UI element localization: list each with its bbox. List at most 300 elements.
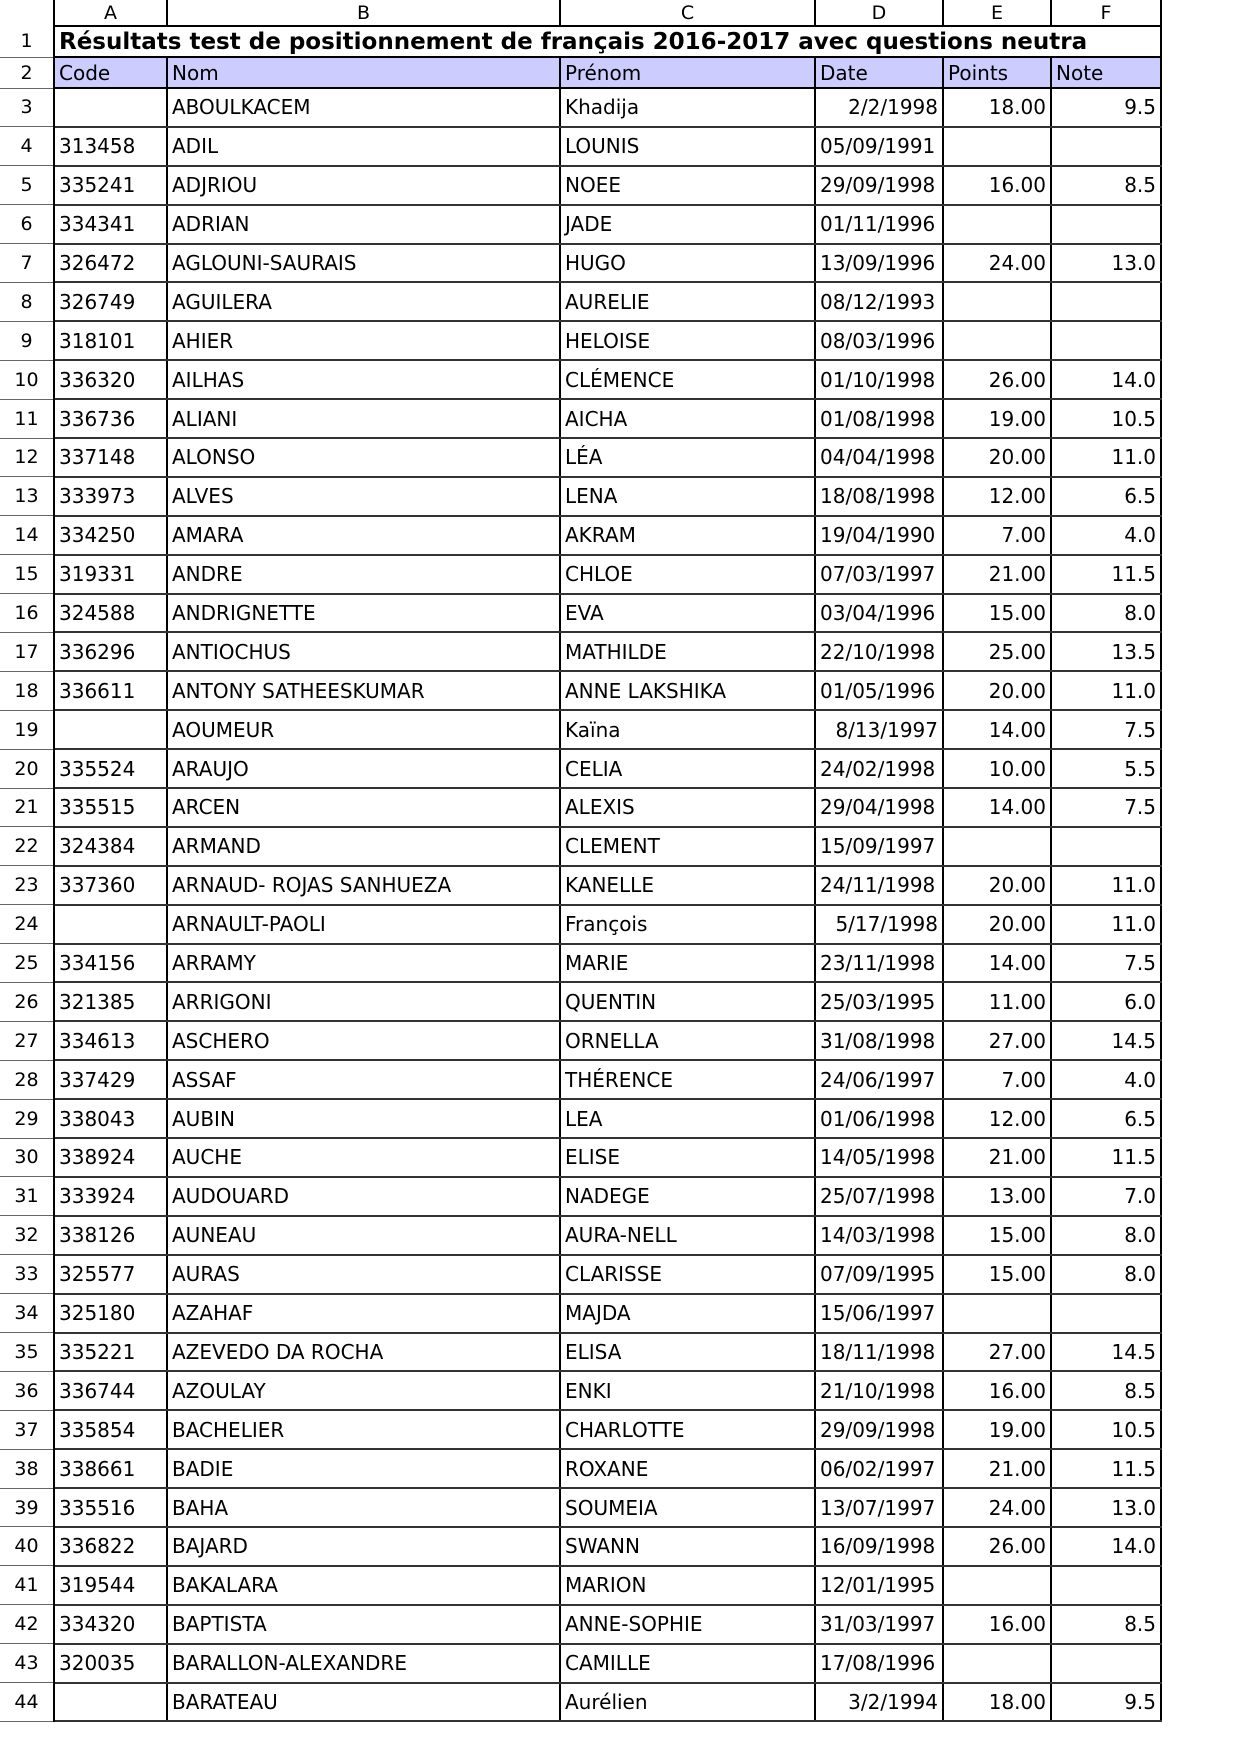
row-number[interactable]: 39 — [0, 1488, 54, 1527]
cell-note[interactable]: 13.0 — [1051, 1488, 1161, 1527]
cell-points[interactable]: 16.00 — [943, 1605, 1051, 1644]
cell-prenom[interactable]: CLÉMENCE — [560, 360, 815, 399]
cell-nom[interactable]: AILHAS — [167, 360, 560, 399]
cell-note[interactable] — [1051, 827, 1161, 866]
cell-note[interactable]: 8.0 — [1051, 1255, 1161, 1294]
row-number[interactable]: 17 — [0, 632, 54, 671]
header-code[interactable]: Code — [54, 57, 167, 88]
row-number[interactable]: 44 — [0, 1683, 54, 1722]
cell-note[interactable]: 13.0 — [1051, 244, 1161, 283]
cell-note[interactable]: 14.5 — [1051, 1333, 1161, 1372]
row-number[interactable]: 28 — [0, 1060, 54, 1099]
cell-date[interactable]: 06/02/1997 — [815, 1449, 943, 1488]
cell-prenom[interactable]: LOUNIS — [560, 127, 815, 166]
cell-points[interactable]: 19.00 — [943, 1410, 1051, 1449]
cell-note[interactable]: 9.5 — [1051, 88, 1161, 127]
cell-nom[interactable]: ABOULKACEM — [167, 88, 560, 127]
cell-date[interactable]: 23/11/1998 — [815, 944, 943, 983]
cell-points[interactable]: 20.00 — [943, 866, 1051, 905]
cell-prenom[interactable]: CELIA — [560, 749, 815, 788]
cell-prenom[interactable]: THÉRENCE — [560, 1060, 815, 1099]
cell-prenom[interactable]: ROXANE — [560, 1449, 815, 1488]
cell-nom[interactable]: ARNAULT-PAOLI — [167, 905, 560, 944]
cell-code[interactable]: 313458 — [54, 127, 167, 166]
cell-nom[interactable]: AOUMEUR — [167, 710, 560, 749]
cell-date[interactable]: 08/12/1993 — [815, 282, 943, 321]
cell-date[interactable]: 24/02/1998 — [815, 749, 943, 788]
cell-points[interactable]: 26.00 — [943, 1527, 1051, 1566]
header-prenom[interactable]: Prénom — [560, 57, 815, 88]
cell-points[interactable] — [943, 827, 1051, 866]
cell-note[interactable]: 11.5 — [1051, 1138, 1161, 1177]
cell-nom[interactable]: ANDRIGNETTE — [167, 594, 560, 633]
cell-date[interactable]: 07/03/1997 — [815, 555, 943, 594]
cell-date[interactable]: 22/10/1998 — [815, 632, 943, 671]
header-note[interactable]: Note — [1051, 57, 1161, 88]
cell-date[interactable]: 24/06/1997 — [815, 1060, 943, 1099]
cell-points[interactable]: 21.00 — [943, 1449, 1051, 1488]
row-number[interactable]: 24 — [0, 905, 54, 944]
cell-points[interactable]: 14.00 — [943, 788, 1051, 827]
cell-points[interactable]: 20.00 — [943, 905, 1051, 944]
cell-date[interactable]: 31/03/1997 — [815, 1605, 943, 1644]
row-number[interactable]: 35 — [0, 1333, 54, 1372]
cell-points[interactable]: 27.00 — [943, 1333, 1051, 1372]
row-number[interactable]: 8 — [0, 282, 54, 321]
cell-nom[interactable]: ANTIOCHUS — [167, 632, 560, 671]
cell-code[interactable]: 334320 — [54, 1605, 167, 1644]
cell-prenom[interactable]: AICHA — [560, 399, 815, 438]
row-number[interactable]: 12 — [0, 438, 54, 477]
cell-date[interactable]: 5/17/1998 — [815, 905, 943, 944]
cell-code[interactable]: 320035 — [54, 1644, 167, 1683]
row-number[interactable]: 34 — [0, 1294, 54, 1333]
cell-note[interactable]: 8.5 — [1051, 166, 1161, 205]
row-number[interactable]: 4 — [0, 127, 54, 166]
cell-date[interactable]: 01/11/1996 — [815, 205, 943, 244]
cell-prenom[interactable]: Kaïna — [560, 710, 815, 749]
cell-points[interactable]: 25.00 — [943, 632, 1051, 671]
cell-date[interactable]: 05/09/1991 — [815, 127, 943, 166]
cell-points[interactable]: 14.00 — [943, 944, 1051, 983]
cell-nom[interactable]: BAKALARA — [167, 1566, 560, 1605]
cell-points[interactable]: 24.00 — [943, 244, 1051, 283]
row-number[interactable]: 9 — [0, 321, 54, 360]
row-number[interactable]: 43 — [0, 1644, 54, 1683]
cell-code[interactable]: 338924 — [54, 1138, 167, 1177]
cell-note[interactable]: 11.0 — [1051, 671, 1161, 710]
cell-date[interactable]: 21/10/1998 — [815, 1371, 943, 1410]
cell-date[interactable]: 31/08/1998 — [815, 1021, 943, 1060]
cell-nom[interactable]: AZOULAY — [167, 1371, 560, 1410]
cell-nom[interactable]: ASSAF — [167, 1060, 560, 1099]
row-number[interactable]: 29 — [0, 1099, 54, 1138]
cell-code[interactable]: 324384 — [54, 827, 167, 866]
cell-date[interactable]: 29/09/1998 — [815, 166, 943, 205]
cell-code[interactable]: 336744 — [54, 1371, 167, 1410]
cell-note[interactable]: 4.0 — [1051, 1060, 1161, 1099]
cell-code[interactable]: 335516 — [54, 1488, 167, 1527]
cell-code[interactable] — [54, 1683, 167, 1722]
cell-points[interactable]: 14.00 — [943, 710, 1051, 749]
cell-code[interactable]: 337429 — [54, 1060, 167, 1099]
row-number[interactable]: 6 — [0, 205, 54, 244]
cell-prenom[interactable]: ENKI — [560, 1371, 815, 1410]
cell-points[interactable] — [943, 205, 1051, 244]
cell-note[interactable]: 14.5 — [1051, 1021, 1161, 1060]
cell-prenom[interactable]: CLEMENT — [560, 827, 815, 866]
cell-date[interactable]: 07/09/1995 — [815, 1255, 943, 1294]
row-number[interactable]: 26 — [0, 982, 54, 1021]
cell-code[interactable]: 335854 — [54, 1410, 167, 1449]
cell-prenom[interactable]: CLARISSE — [560, 1255, 815, 1294]
cell-code[interactable]: 333924 — [54, 1177, 167, 1216]
row-number[interactable]: 38 — [0, 1449, 54, 1488]
cell-date[interactable]: 13/07/1997 — [815, 1488, 943, 1527]
cell-nom[interactable]: BACHELIER — [167, 1410, 560, 1449]
cell-points[interactable] — [943, 1294, 1051, 1333]
cell-points[interactable]: 20.00 — [943, 438, 1051, 477]
cell-prenom[interactable]: MATHILDE — [560, 632, 815, 671]
cell-prenom[interactable]: MAJDA — [560, 1294, 815, 1333]
sheet-title[interactable]: Résultats test de positionnement de français 2016-2017 avec questions neutra — [54, 26, 1161, 57]
cell-date[interactable]: 13/09/1996 — [815, 244, 943, 283]
cell-note[interactable]: 14.0 — [1051, 1527, 1161, 1566]
cell-prenom[interactable]: KANELLE — [560, 866, 815, 905]
cell-nom[interactable]: AUDOUARD — [167, 1177, 560, 1216]
cell-date[interactable]: 18/11/1998 — [815, 1333, 943, 1372]
cell-note[interactable]: 9.5 — [1051, 1683, 1161, 1722]
row-number[interactable]: 25 — [0, 944, 54, 983]
cell-nom[interactable]: ADJRIOU — [167, 166, 560, 205]
row-number[interactable]: 20 — [0, 749, 54, 788]
cell-prenom[interactable]: MARIE — [560, 944, 815, 983]
cell-nom[interactable]: ADRIAN — [167, 205, 560, 244]
cell-code[interactable] — [54, 88, 167, 127]
cell-code[interactable]: 335524 — [54, 749, 167, 788]
cell-points[interactable] — [943, 127, 1051, 166]
cell-prenom[interactable]: QUENTIN — [560, 982, 815, 1021]
column-header-a[interactable]: A — [54, 0, 167, 26]
cell-prenom[interactable]: LÉA — [560, 438, 815, 477]
cell-note[interactable]: 8.0 — [1051, 594, 1161, 633]
cell-code[interactable]: 326472 — [54, 244, 167, 283]
cell-code[interactable] — [54, 710, 167, 749]
cell-prenom[interactable]: ANNE LAKSHIKA — [560, 671, 815, 710]
cell-date[interactable]: 01/10/1998 — [815, 360, 943, 399]
cell-date[interactable]: 24/11/1998 — [815, 866, 943, 905]
cell-points[interactable]: 21.00 — [943, 555, 1051, 594]
cell-prenom[interactable]: ELISA — [560, 1333, 815, 1372]
cell-code[interactable]: 334250 — [54, 516, 167, 555]
cell-date[interactable]: 04/04/1998 — [815, 438, 943, 477]
cell-code[interactable]: 336822 — [54, 1527, 167, 1566]
cell-note[interactable]: 7.5 — [1051, 788, 1161, 827]
cell-prenom[interactable]: NADEGE — [560, 1177, 815, 1216]
cell-code[interactable]: 335515 — [54, 788, 167, 827]
cell-note[interactable] — [1051, 1294, 1161, 1333]
cell-code[interactable]: 336320 — [54, 360, 167, 399]
cell-code[interactable]: 334156 — [54, 944, 167, 983]
cell-nom[interactable]: AMARA — [167, 516, 560, 555]
cell-date[interactable]: 3/2/1994 — [815, 1683, 943, 1722]
cell-code[interactable]: 333973 — [54, 477, 167, 516]
cell-nom[interactable]: ARMAND — [167, 827, 560, 866]
cell-note[interactable]: 14.0 — [1051, 360, 1161, 399]
cell-date[interactable]: 8/13/1997 — [815, 710, 943, 749]
row-number[interactable]: 37 — [0, 1410, 54, 1449]
row-number[interactable]: 32 — [0, 1216, 54, 1255]
row-number[interactable]: 1 — [0, 26, 54, 57]
cell-note[interactable]: 6.0 — [1051, 982, 1161, 1021]
cell-nom[interactable]: BARATEAU — [167, 1683, 560, 1722]
row-number[interactable]: 3 — [0, 88, 54, 127]
cell-points[interactable]: 16.00 — [943, 166, 1051, 205]
cell-prenom[interactable]: HELOISE — [560, 321, 815, 360]
cell-nom[interactable]: AUCHE — [167, 1138, 560, 1177]
cell-nom[interactable]: ALVES — [167, 477, 560, 516]
row-number[interactable]: 18 — [0, 671, 54, 710]
row-number[interactable]: 41 — [0, 1566, 54, 1605]
cell-code[interactable]: 335241 — [54, 166, 167, 205]
cell-note[interactable] — [1051, 282, 1161, 321]
row-number[interactable]: 13 — [0, 477, 54, 516]
cell-points[interactable]: 26.00 — [943, 360, 1051, 399]
row-number[interactable]: 42 — [0, 1605, 54, 1644]
cell-date[interactable]: 19/04/1990 — [815, 516, 943, 555]
cell-points[interactable]: 7.00 — [943, 1060, 1051, 1099]
cell-note[interactable]: 11.0 — [1051, 905, 1161, 944]
cell-date[interactable]: 01/05/1996 — [815, 671, 943, 710]
cell-code[interactable]: 338043 — [54, 1099, 167, 1138]
cell-note[interactable]: 10.5 — [1051, 1410, 1161, 1449]
cell-date[interactable]: 2/2/1998 — [815, 88, 943, 127]
cell-prenom[interactable]: LENA — [560, 477, 815, 516]
header-nom[interactable]: Nom — [167, 57, 560, 88]
cell-date[interactable]: 29/09/1998 — [815, 1410, 943, 1449]
cell-nom[interactable]: ANDRE — [167, 555, 560, 594]
cell-date[interactable]: 25/07/1998 — [815, 1177, 943, 1216]
cell-prenom[interactable]: LEA — [560, 1099, 815, 1138]
row-number[interactable]: 36 — [0, 1371, 54, 1410]
cell-prenom[interactable]: ELISE — [560, 1138, 815, 1177]
row-number[interactable]: 40 — [0, 1527, 54, 1566]
cell-prenom[interactable]: CAMILLE — [560, 1644, 815, 1683]
cell-nom[interactable]: ALIANI — [167, 399, 560, 438]
cell-nom[interactable]: ARCEN — [167, 788, 560, 827]
cell-prenom[interactable]: JADE — [560, 205, 815, 244]
cell-points[interactable]: 18.00 — [943, 88, 1051, 127]
column-header-e[interactable]: E — [943, 0, 1051, 26]
cell-note[interactable]: 4.0 — [1051, 516, 1161, 555]
cell-prenom[interactable]: AKRAM — [560, 516, 815, 555]
header-points[interactable]: Points — [943, 57, 1051, 88]
cell-date[interactable]: 01/06/1998 — [815, 1099, 943, 1138]
cell-nom[interactable]: AGLOUNI-SAURAIS — [167, 244, 560, 283]
cell-points[interactable]: 18.00 — [943, 1683, 1051, 1722]
cell-points[interactable]: 7.00 — [943, 516, 1051, 555]
row-number[interactable]: 21 — [0, 788, 54, 827]
cell-code[interactable]: 338661 — [54, 1449, 167, 1488]
cell-note[interactable]: 5.5 — [1051, 749, 1161, 788]
cell-note[interactable] — [1051, 1644, 1161, 1683]
cell-prenom[interactable]: Khadija — [560, 88, 815, 127]
cell-points[interactable] — [943, 321, 1051, 360]
row-number[interactable]: 31 — [0, 1177, 54, 1216]
cell-code[interactable] — [54, 905, 167, 944]
cell-points[interactable] — [943, 1644, 1051, 1683]
cell-code[interactable]: 319331 — [54, 555, 167, 594]
column-header-c[interactable]: C — [560, 0, 815, 26]
cell-note[interactable]: 7.0 — [1051, 1177, 1161, 1216]
cell-code[interactable]: 338126 — [54, 1216, 167, 1255]
cell-code[interactable]: 336736 — [54, 399, 167, 438]
cell-note[interactable] — [1051, 1566, 1161, 1605]
column-header-f[interactable]: F — [1051, 0, 1161, 26]
cell-nom[interactable]: BARALLON-ALEXANDRE — [167, 1644, 560, 1683]
cell-code[interactable]: 334613 — [54, 1021, 167, 1060]
cell-prenom[interactable]: François — [560, 905, 815, 944]
cell-points[interactable]: 11.00 — [943, 982, 1051, 1021]
cell-code[interactable]: 334341 — [54, 205, 167, 244]
cell-points[interactable]: 15.00 — [943, 1216, 1051, 1255]
cell-code[interactable]: 336611 — [54, 671, 167, 710]
cell-prenom[interactable]: AURELIE — [560, 282, 815, 321]
row-number[interactable]: 10 — [0, 360, 54, 399]
cell-note[interactable]: 7.5 — [1051, 710, 1161, 749]
cell-date[interactable]: 18/08/1998 — [815, 477, 943, 516]
cell-note[interactable]: 7.5 — [1051, 944, 1161, 983]
row-number[interactable]: 5 — [0, 166, 54, 205]
cell-nom[interactable]: ASCHERO — [167, 1021, 560, 1060]
row-number[interactable]: 30 — [0, 1138, 54, 1177]
cell-prenom[interactable]: EVA — [560, 594, 815, 633]
cell-note[interactable]: 8.0 — [1051, 1216, 1161, 1255]
cell-points[interactable]: 21.00 — [943, 1138, 1051, 1177]
row-number[interactable]: 16 — [0, 594, 54, 633]
cell-points[interactable]: 20.00 — [943, 671, 1051, 710]
cell-prenom[interactable]: ANNE-SOPHIE — [560, 1605, 815, 1644]
cell-nom[interactable]: AHIER — [167, 321, 560, 360]
row-number[interactable]: 22 — [0, 827, 54, 866]
cell-nom[interactable]: ARRAMY — [167, 944, 560, 983]
cell-points[interactable]: 12.00 — [943, 477, 1051, 516]
cell-prenom[interactable]: CHLOE — [560, 555, 815, 594]
cell-nom[interactable]: BAJARD — [167, 1527, 560, 1566]
cell-code[interactable]: 324588 — [54, 594, 167, 633]
row-number[interactable]: 11 — [0, 399, 54, 438]
cell-code[interactable]: 321385 — [54, 982, 167, 1021]
row-number[interactable]: 2 — [0, 57, 54, 88]
cell-code[interactable]: 325180 — [54, 1294, 167, 1333]
row-number[interactable]: 19 — [0, 710, 54, 749]
cell-code[interactable]: 337360 — [54, 866, 167, 905]
cell-date[interactable]: 12/01/1995 — [815, 1566, 943, 1605]
cell-date[interactable]: 25/03/1995 — [815, 982, 943, 1021]
cell-prenom[interactable]: AURA-NELL — [560, 1216, 815, 1255]
cell-note[interactable]: 11.0 — [1051, 438, 1161, 477]
cell-prenom[interactable]: ORNELLA — [560, 1021, 815, 1060]
cell-prenom[interactable]: MARION — [560, 1566, 815, 1605]
cell-points[interactable]: 10.00 — [943, 749, 1051, 788]
cell-nom[interactable]: ARRIGONI — [167, 982, 560, 1021]
cell-date[interactable]: 14/03/1998 — [815, 1216, 943, 1255]
cell-prenom[interactable]: SOUMEIA — [560, 1488, 815, 1527]
column-header-b[interactable]: B — [167, 0, 560, 26]
cell-nom[interactable]: AURAS — [167, 1255, 560, 1294]
row-number[interactable]: 27 — [0, 1021, 54, 1060]
cell-note[interactable]: 6.5 — [1051, 1099, 1161, 1138]
cell-note[interactable]: 8.5 — [1051, 1605, 1161, 1644]
row-number[interactable]: 14 — [0, 516, 54, 555]
cell-prenom[interactable]: ALEXIS — [560, 788, 815, 827]
cell-points[interactable]: 24.00 — [943, 1488, 1051, 1527]
row-number[interactable]: 33 — [0, 1255, 54, 1294]
cell-note[interactable]: 13.5 — [1051, 632, 1161, 671]
cell-code[interactable]: 337148 — [54, 438, 167, 477]
cell-date[interactable]: 14/05/1998 — [815, 1138, 943, 1177]
cell-nom[interactable]: AUBIN — [167, 1099, 560, 1138]
cell-nom[interactable]: ARAUJO — [167, 749, 560, 788]
cell-note[interactable]: 10.5 — [1051, 399, 1161, 438]
cell-nom[interactable]: ADIL — [167, 127, 560, 166]
cell-nom[interactable]: AUNEAU — [167, 1216, 560, 1255]
cell-prenom[interactable]: HUGO — [560, 244, 815, 283]
cell-note[interactable]: 11.5 — [1051, 555, 1161, 594]
cell-date[interactable]: 01/08/1998 — [815, 399, 943, 438]
cell-nom[interactable]: ARNAUD- ROJAS SANHUEZA — [167, 866, 560, 905]
cell-note[interactable]: 11.0 — [1051, 866, 1161, 905]
cell-date[interactable]: 08/03/1996 — [815, 321, 943, 360]
cell-code[interactable]: 318101 — [54, 321, 167, 360]
cell-code[interactable]: 336296 — [54, 632, 167, 671]
corner-cell[interactable] — [0, 0, 54, 26]
column-header-d[interactable]: D — [815, 0, 943, 26]
cell-nom[interactable]: BAHA — [167, 1488, 560, 1527]
cell-date[interactable]: 29/04/1998 — [815, 788, 943, 827]
cell-nom[interactable]: BAPTISTA — [167, 1605, 560, 1644]
cell-nom[interactable]: AGUILERA — [167, 282, 560, 321]
cell-points[interactable]: 15.00 — [943, 594, 1051, 633]
cell-prenom[interactable]: NOEE — [560, 166, 815, 205]
cell-date[interactable]: 03/04/1996 — [815, 594, 943, 633]
cell-code[interactable]: 326749 — [54, 282, 167, 321]
cell-points[interactable]: 19.00 — [943, 399, 1051, 438]
cell-nom[interactable]: ANTONY SATHEESKUMAR — [167, 671, 560, 710]
cell-points[interactable]: 16.00 — [943, 1371, 1051, 1410]
cell-code[interactable]: 325577 — [54, 1255, 167, 1294]
cell-nom[interactable]: BADIE — [167, 1449, 560, 1488]
cell-points[interactable] — [943, 1566, 1051, 1605]
cell-date[interactable]: 15/09/1997 — [815, 827, 943, 866]
cell-note[interactable]: 8.5 — [1051, 1371, 1161, 1410]
cell-code[interactable]: 319544 — [54, 1566, 167, 1605]
cell-prenom[interactable]: CHARLOTTE — [560, 1410, 815, 1449]
row-number[interactable]: 15 — [0, 555, 54, 594]
cell-nom[interactable]: AZAHAF — [167, 1294, 560, 1333]
row-number[interactable]: 7 — [0, 244, 54, 283]
cell-points[interactable]: 15.00 — [943, 1255, 1051, 1294]
cell-date[interactable]: 17/08/1996 — [815, 1644, 943, 1683]
cell-points[interactable]: 27.00 — [943, 1021, 1051, 1060]
cell-code[interactable]: 335221 — [54, 1333, 167, 1372]
cell-points[interactable]: 12.00 — [943, 1099, 1051, 1138]
cell-note[interactable]: 6.5 — [1051, 477, 1161, 516]
cell-prenom[interactable]: Aurélien — [560, 1683, 815, 1722]
cell-nom[interactable]: AZEVEDO DA ROCHA — [167, 1333, 560, 1372]
cell-note[interactable] — [1051, 321, 1161, 360]
cell-date[interactable]: 15/06/1997 — [815, 1294, 943, 1333]
